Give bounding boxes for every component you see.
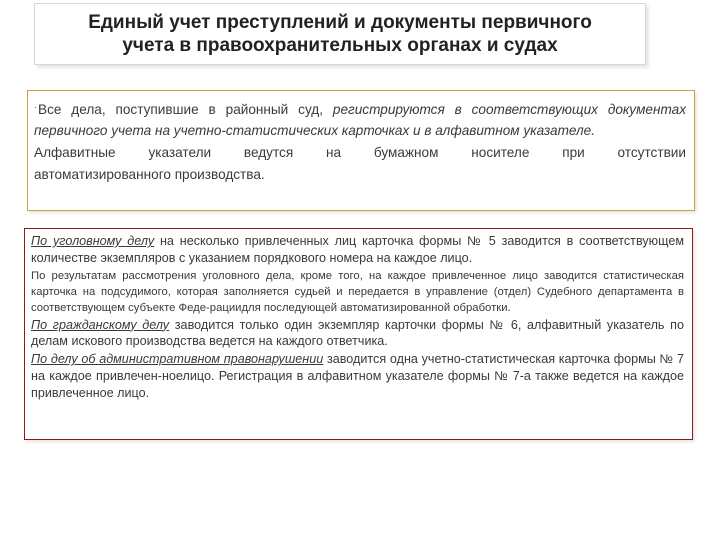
alphabet-word: бумажном <box>373 145 439 160</box>
alphabet-word: ведутся <box>243 145 294 160</box>
registration-paragraph <box>34 97 686 141</box>
criminal-case-text: на несколько привлеченных лиц карточка формы № 5 заводится в соответствующем количестве экземпляров с указанием порядкового номера на каждое лицо. <box>31 234 684 265</box>
admin-case-link[interactable]: По делу об административном правонарушении <box>31 352 324 367</box>
registration-info-box <box>27 90 695 211</box>
criminal-case-paragraph <box>31 233 684 267</box>
page-title-line-2: учета в правоохранительных органах и судах <box>122 35 558 56</box>
admin-case-paragraph <box>31 351 684 401</box>
criminal-case-link[interactable]: По уголовному делу <box>31 234 155 248</box>
admin-case-text: заводится одна учетно-статистическая карточка формы № 7 на каждое привлечен-ноелицо. Регистрация в алфавитном указателе формы № 7-а также ведется на каждое привлеченное лицо. <box>31 352 684 400</box>
alphabet-index-line-end: автоматизированного производства. <box>34 167 265 182</box>
bullet-marker: · <box>34 102 37 112</box>
page-title-line-1: Единый учет преступлений и документы первичного <box>88 12 592 33</box>
registration-text-italic: регистрируются в соответствующих документах первичного учета на учетно-статистических карточках и в алфавитном указателе. <box>34 102 686 138</box>
alphabet-word: указатели <box>148 145 212 160</box>
civil-case-text: заводится только один экземпляр карточки формы № 6, алфавитный указатель по делам искового производства ведется на каждого ответчика. <box>31 317 684 349</box>
civil-case-link[interactable]: По гражданскому делу <box>31 317 170 332</box>
title-box <box>34 3 646 65</box>
registration-text-plain: Все дела, поступившие в районный суд, <box>38 102 333 117</box>
civil-case-paragraph <box>31 317 684 351</box>
alphabet-word: Алфавитные <box>34 145 116 160</box>
criminal-result-paragraph: По результатам рассмотрения уголовного дела, кроме того, на каждое привлеченное лицо заводится статистическая карточка на подсудимого, которая заполняется судьей и передается в управление (отдел) Судебного департамента в соответствующем субъекте Феде-рациидля последующей автоматизированной обработки. <box>31 269 684 314</box>
alphabet-word: носителе <box>471 145 530 160</box>
case-types-box <box>24 228 693 440</box>
alphabet-index-line <box>34 142 686 163</box>
alphabet-word: отсутствии <box>617 145 686 160</box>
alphabet-word: при <box>562 145 585 160</box>
alphabet-word: на <box>326 145 342 160</box>
